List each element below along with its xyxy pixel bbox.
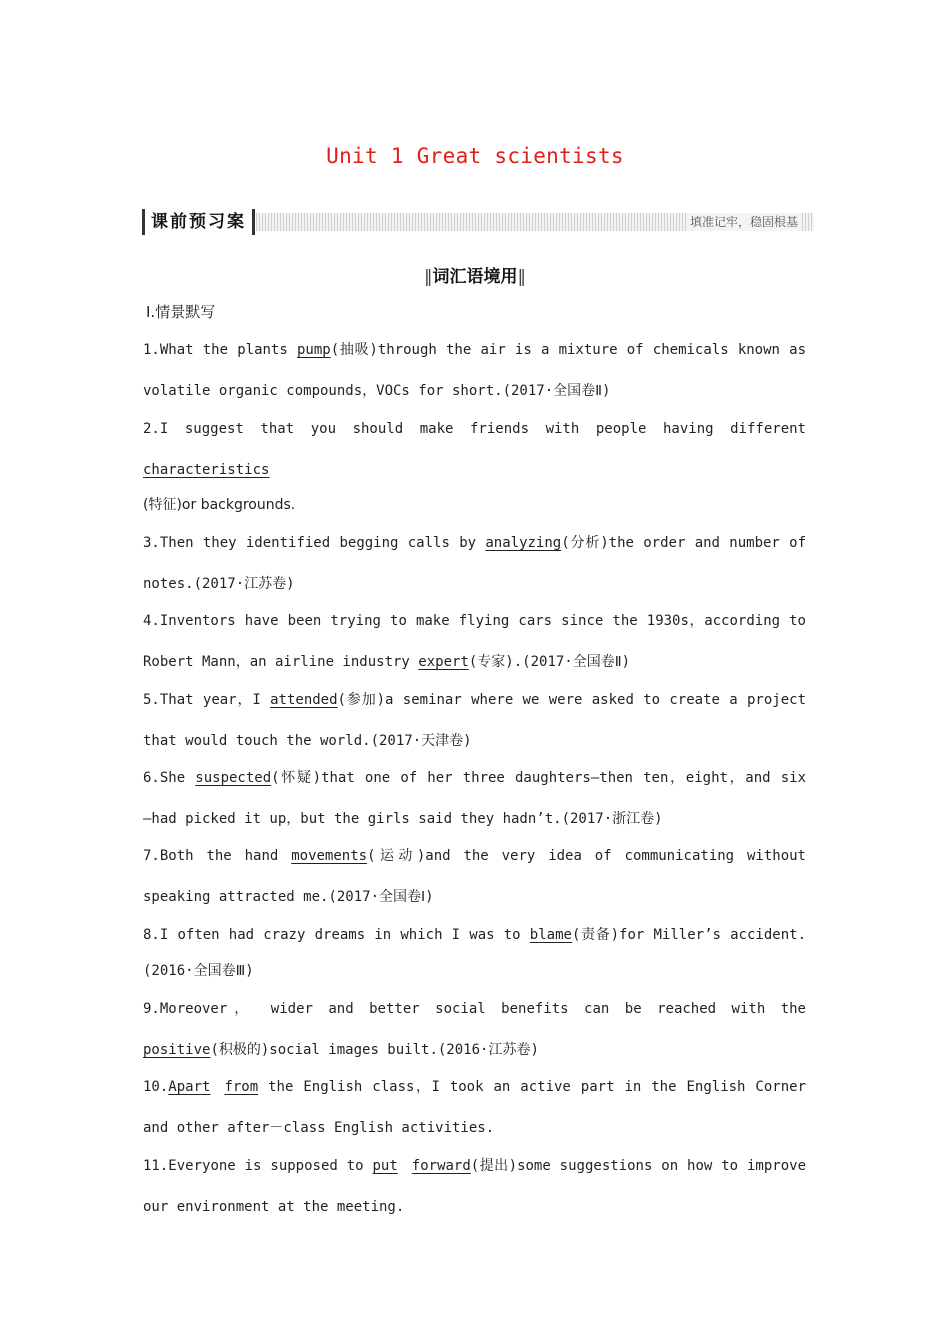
question-1-cont: volatile organic compounds，VOCs for short.(2017·全国卷Ⅱ) (143, 383, 611, 399)
question-6 (143, 769, 806, 787)
answer-blank (372, 1158, 470, 1174)
double-bar-icon: ‖ (517, 267, 526, 287)
banner-label: 课前预习案 (142, 209, 255, 235)
section-banner (142, 209, 814, 235)
answer-blank: characteristics (143, 462, 270, 478)
question-5-cont: that would touch the world.(2017·天津卷) (143, 733, 472, 749)
question-number: 1. (143, 342, 160, 358)
question-5 (143, 691, 806, 709)
question-10-cont: and other after－class English activities. (143, 1120, 495, 1136)
question-3-cont: notes.(2017·江苏卷) (143, 576, 295, 592)
question-2-cont: (特征)or backgrounds. (143, 497, 296, 513)
question-1 (143, 341, 806, 359)
question-text: (提出)some suggestions on how to improve (470, 1158, 807, 1174)
question-number: 11. (143, 1158, 169, 1174)
question-9-cont (143, 1041, 806, 1059)
question-text: What the plants (159, 342, 297, 358)
question-text: Inventors have been trying to make flying cars since the 1930s，according to (159, 613, 806, 629)
section-title (0, 262, 950, 287)
banner-motto: 填准记牢，稳固根基 (686, 213, 802, 231)
question-text: (责备)for Miller’s accident. (571, 927, 806, 943)
question-number: 8. (143, 927, 160, 943)
question-text: I suggest that you should make friends with people having different (159, 421, 806, 437)
question-text: (专家).(2017·全国卷Ⅱ) (468, 654, 631, 670)
question-text: (抽吸)through the air is a mixture of chemicals known as (330, 342, 807, 358)
question-6-cont: —had picked it up，but the girls said they hadn’t.(2017·浙江卷) (143, 811, 663, 827)
question-8 (143, 926, 806, 944)
answer-blank: attended (270, 692, 338, 708)
question-10 (143, 1078, 806, 1096)
question-number: 9. (143, 1001, 160, 1017)
question-text: Moreover， wider and better social benefits can be reached with the (159, 1001, 806, 1017)
answer-blank (168, 1079, 258, 1095)
answer-blank: analyzing (485, 535, 562, 551)
question-text: Robert Mann，an airline industry (143, 654, 419, 670)
question-text: (分析)the order and number of (561, 535, 807, 551)
question-2-answer-line (143, 461, 806, 479)
question-text: (怀疑)that one of her three daughters—then ten，eight，and six (271, 770, 807, 786)
question-text: That year，I (159, 692, 271, 708)
question-text: (参加)a seminar where we were asked to create a project (337, 692, 806, 708)
answer-blank: movements (291, 848, 368, 864)
question-11 (143, 1157, 806, 1175)
answer-blank: expert (418, 654, 469, 670)
question-text: Then they identified begging calls by (159, 535, 486, 551)
question-4-cont (143, 653, 806, 671)
question-7 (143, 847, 806, 865)
question-text: Everyone is supposed to (168, 1158, 373, 1174)
question-2 (143, 420, 806, 438)
answer-word: forward (411, 1158, 471, 1174)
answer-word: put (372, 1158, 398, 1174)
question-number: 6. (143, 770, 160, 786)
page-title: Unit 1 Great scientists (326, 144, 624, 168)
answer-blank: positive (143, 1042, 211, 1058)
answer-blank: blame (529, 927, 572, 943)
question-8-cont: (2016·全国卷Ⅲ) (143, 963, 254, 979)
question-number: 5. (143, 692, 160, 708)
answer-blank: suspected (195, 770, 272, 786)
question-9 (143, 1000, 806, 1018)
question-number: 3. (143, 535, 160, 551)
double-bar-icon: ‖ (424, 267, 433, 287)
question-text: I often had crazy dreams in which I was to (159, 927, 530, 943)
question-text: (运动)and the very idea of communicating without (367, 848, 806, 864)
question-4 (143, 612, 806, 630)
question-3 (143, 534, 806, 552)
answer-word: Apart (168, 1079, 211, 1095)
question-number: 2. (143, 421, 160, 437)
question-text: (积极的)social images built.(2016·江苏卷) (210, 1042, 539, 1058)
question-number: 7. (143, 848, 160, 864)
question-number: 4. (143, 613, 160, 629)
question-text: the English class，I took an active part in the English Corner (258, 1079, 806, 1095)
question-text: She (159, 770, 196, 786)
answer-blank: pump (296, 342, 331, 358)
section-title-text: 词汇语境用 (432, 267, 518, 287)
question-number: 10. (143, 1079, 169, 1095)
part-heading: Ⅰ.情景默写 (146, 303, 216, 321)
question-11-cont: our environment at the meeting. (143, 1199, 405, 1215)
question-text: Both the hand (159, 848, 292, 864)
answer-word: from (224, 1079, 259, 1095)
question-7-cont: speaking attracted me.(2017·全国卷Ⅰ) (143, 889, 434, 905)
